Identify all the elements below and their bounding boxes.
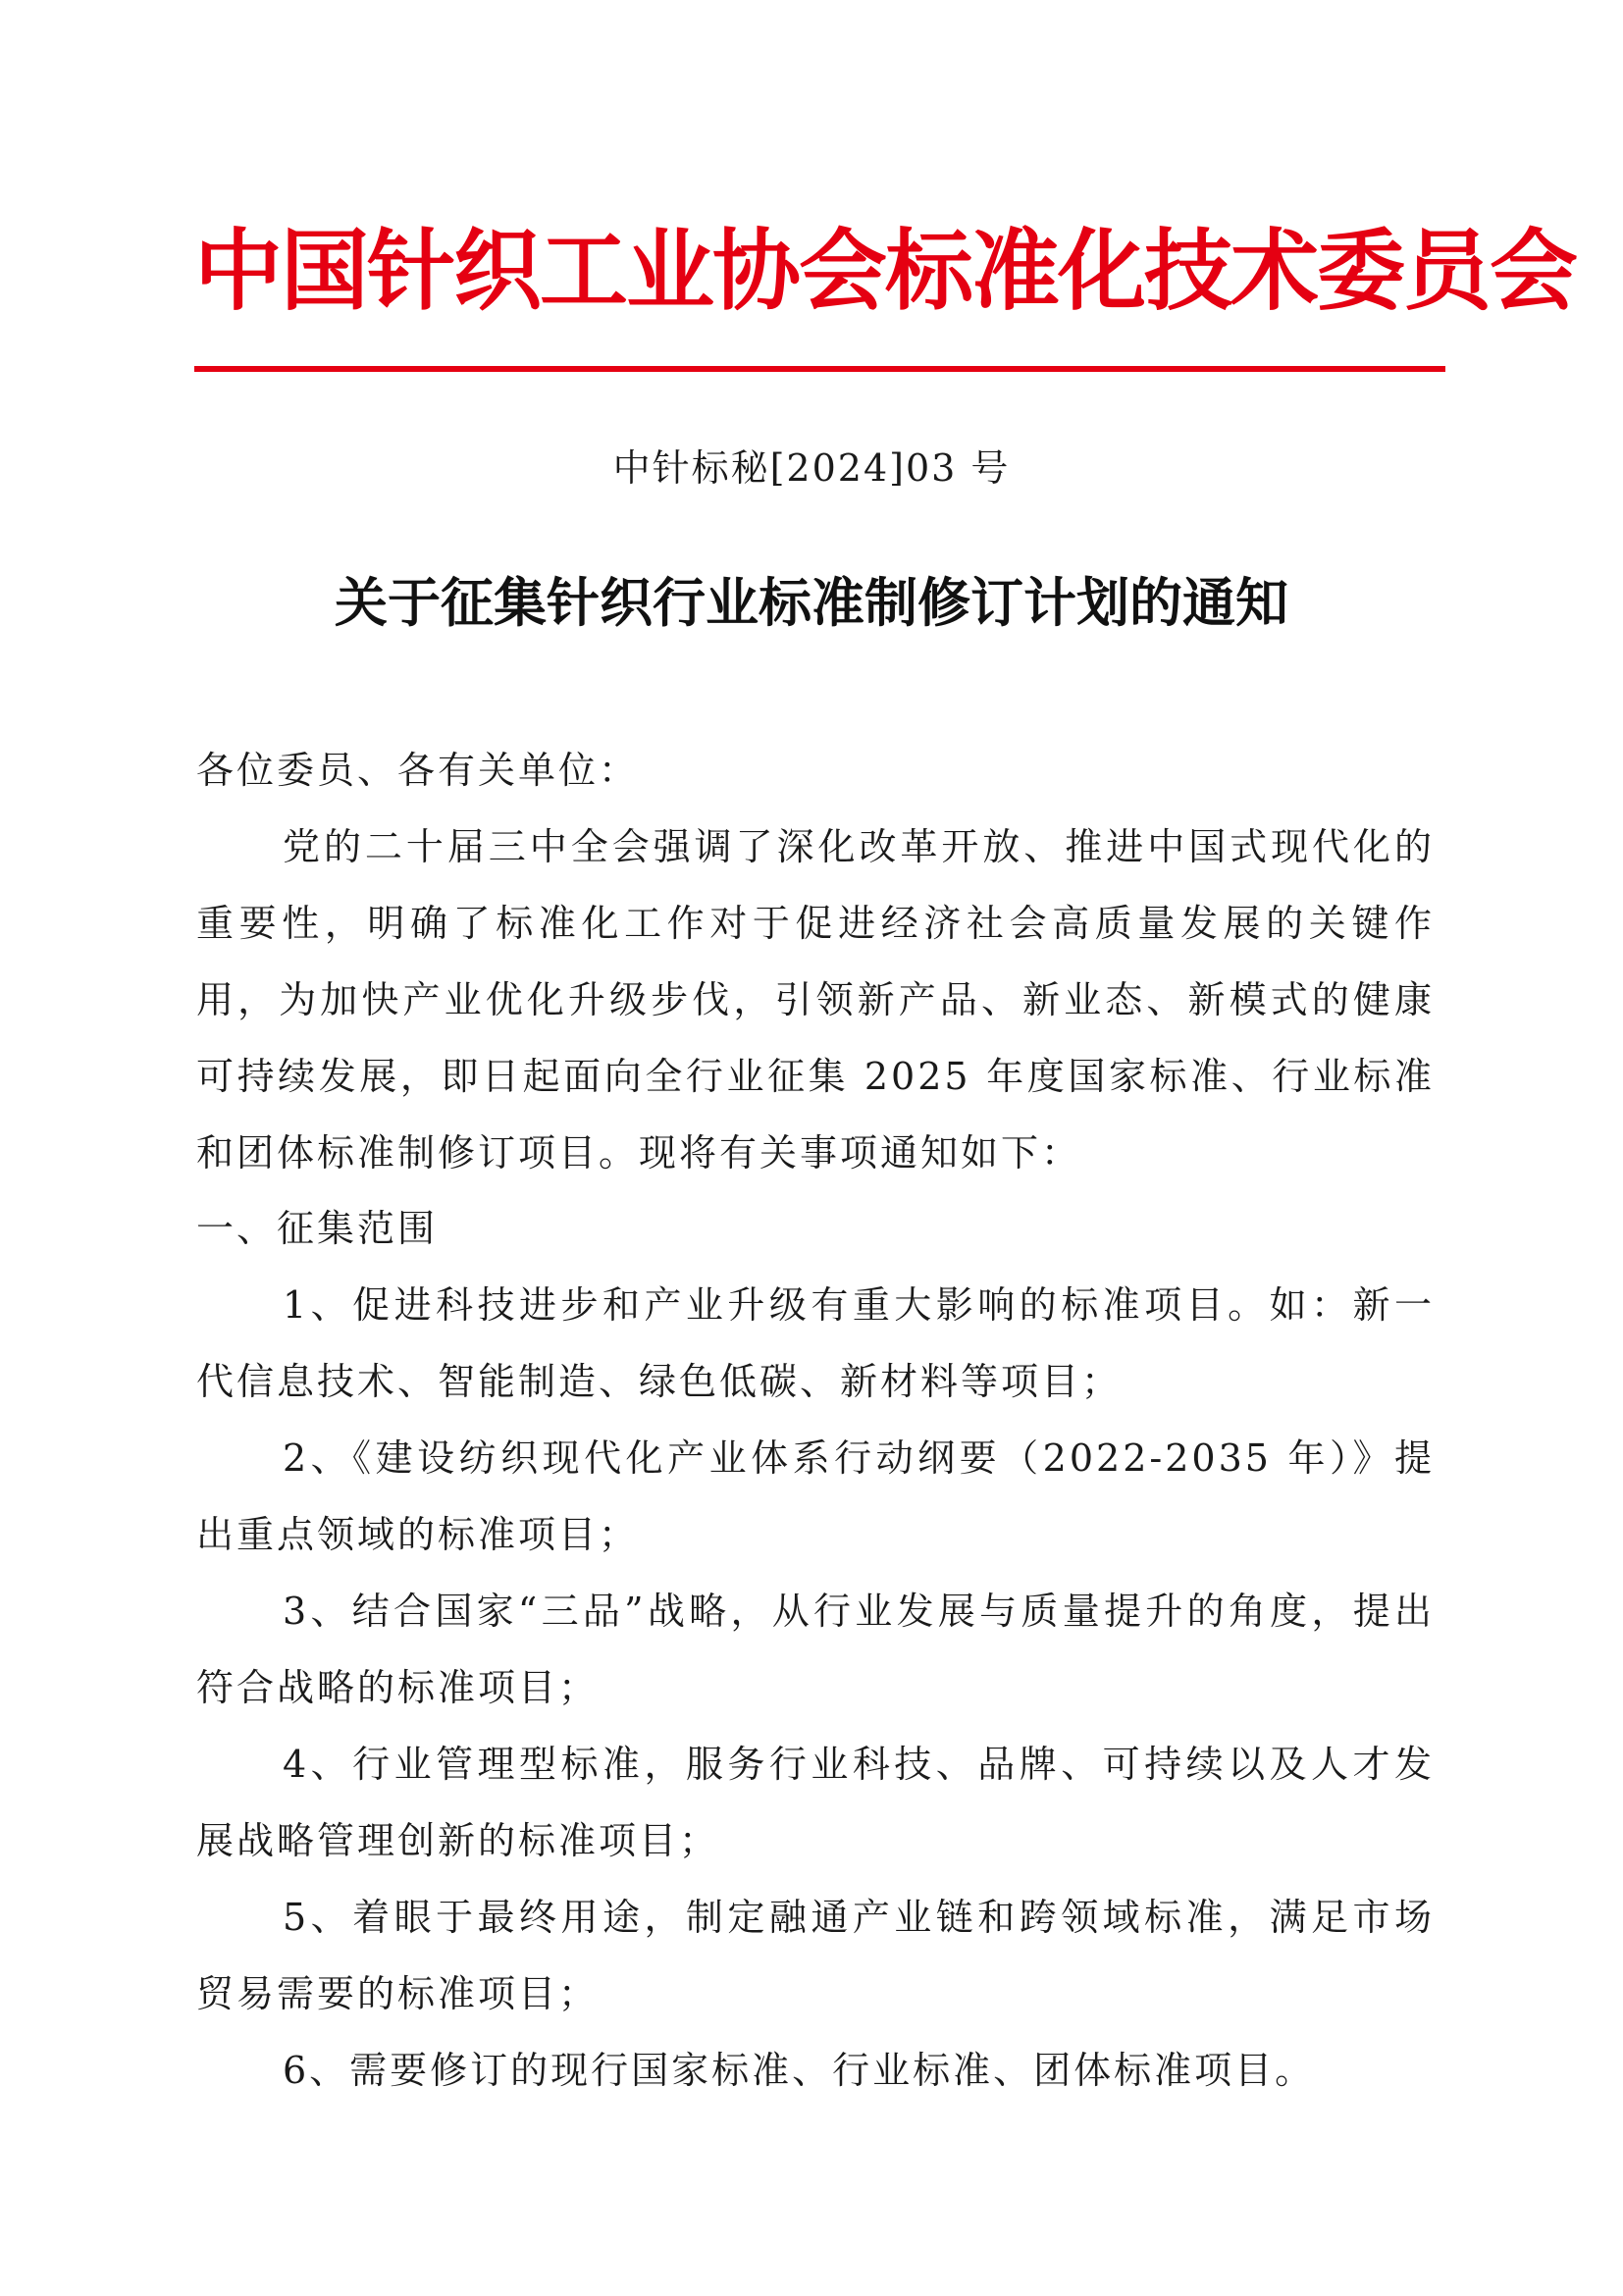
section-heading-scope: 一、征集范围 [196,1207,439,1250]
scope-item-1: 1、促进科技进步和产业升级有重大影响的标准项目。如：新一代信息技术、智能制造、绿色低碳、新材料等项目； [196,1283,1435,1403]
scope-item-4: 4、行业管理型标准，服务行业科技、品牌、可持续以及人才发展战略管理创新的标准项目； [196,1743,1435,1862]
scope-item-6: 6、需要修订的现行国家标准、行业标准、团体标准项目。 [283,2049,1316,2092]
scope-item-3: 3、结合国家“三品”战略，从行业发展与质量提升的角度，提出符合战略的标准项目； [196,1590,1435,1709]
salutation: 各位委员、各有关单位： [196,749,640,792]
intro-paragraph: 党的二十届三中全会强调了深化改革开放、推进中国式现代化的重要性，明确了标准化工作对于促进经济社会高质量发展的关键作用，为加快产业优化升级步伐，引领新产品、新业态、新模式的健康可持续发展，即日起面向全行业征集 2025 年度国家标准、行业标准和团体标准制修订项目。现将有关事项通知如下： [196,825,1435,1174]
letterhead-divider [194,366,1445,372]
letterhead-organization-name: 中国针织工业协会标准化技术委员会 [194,220,1576,323]
scope-item-5: 5、着眼于最终用途，制定融通产业链和跨领域标准，满足市场贸易需要的标准项目； [196,1896,1435,2015]
document-number: 中针标秘[2024]03 号 [612,446,1011,490]
scope-item-2: 2、《建设纺织现代化产业体系行动纲要（2022-2035 年）》提出重点领域的标准项目； [196,1436,1435,1556]
document-title: 关于征集针织行业标准制修订计划的通知 [335,572,1288,634]
